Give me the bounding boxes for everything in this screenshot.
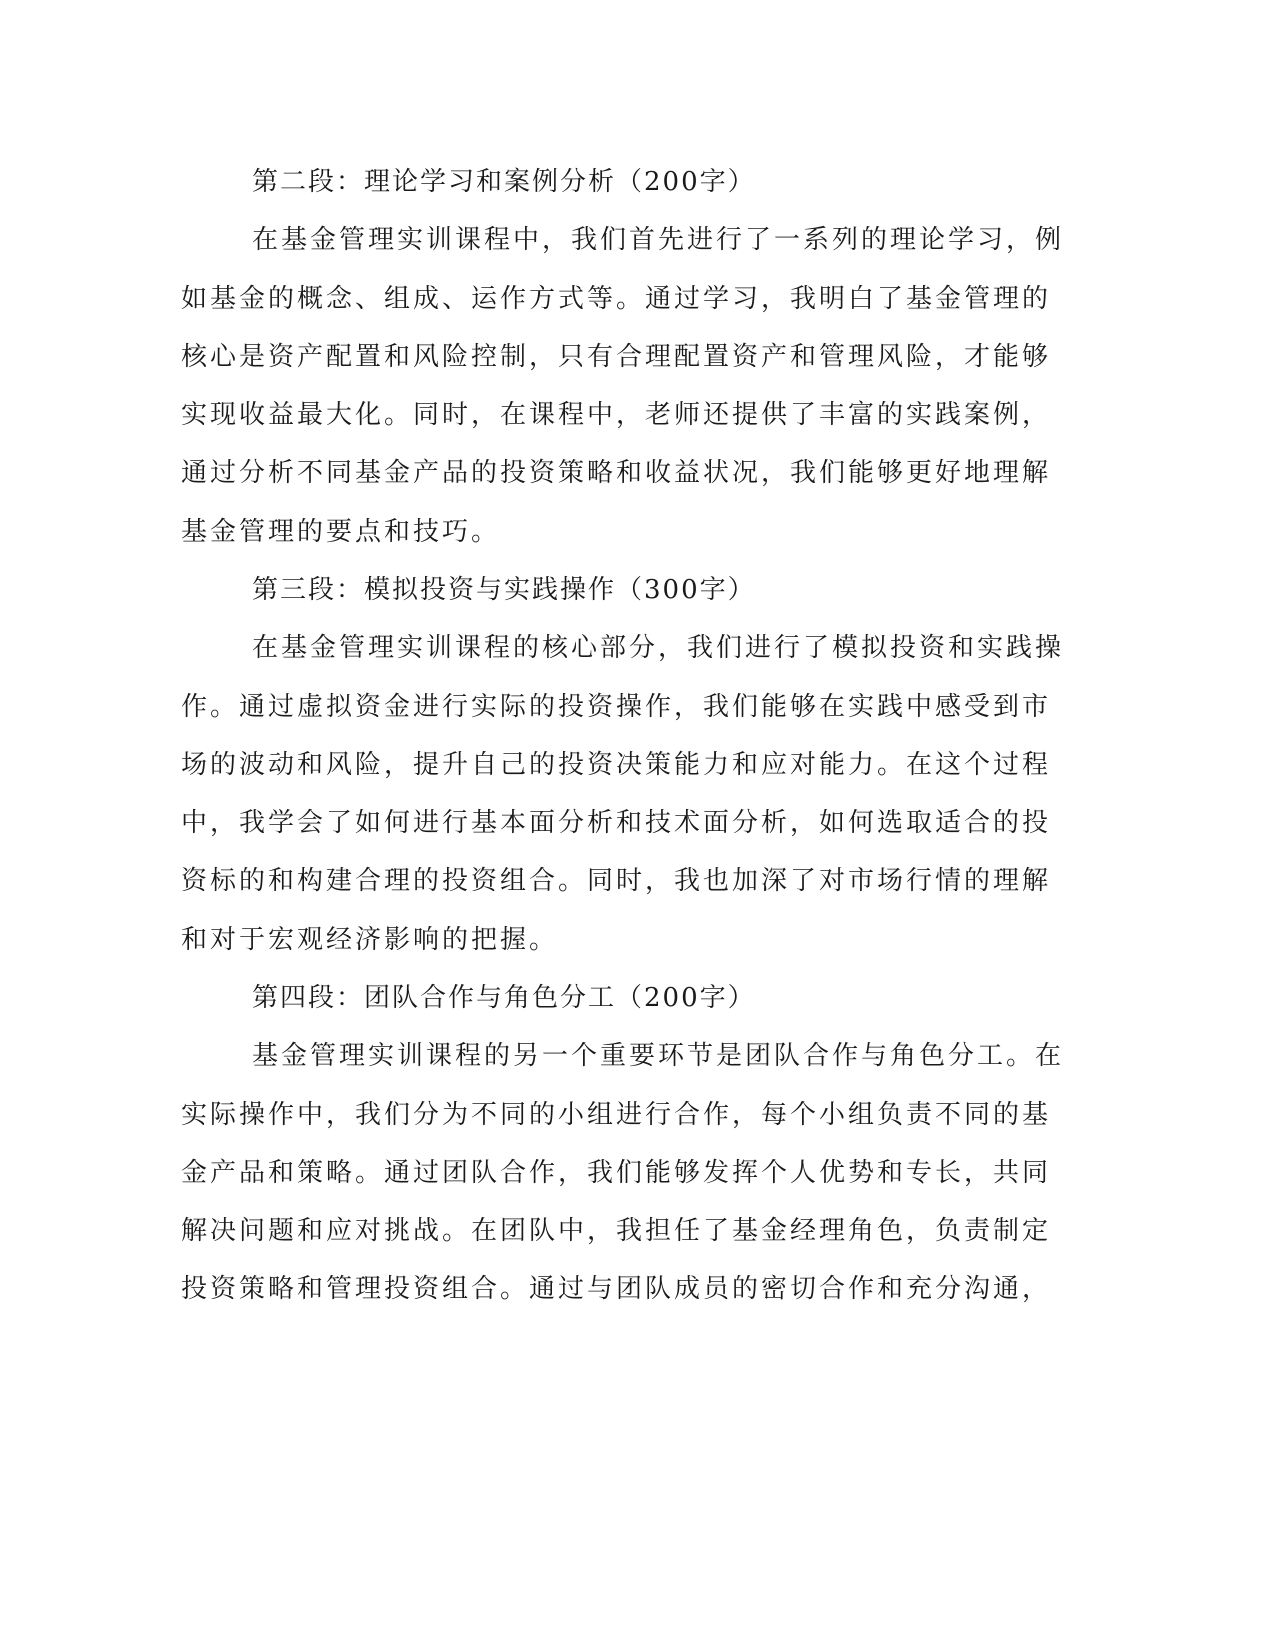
paragraph-line: 中，我学会了如何进行基本面分析和技术面分析，如何选取适合的投 [181,808,1052,838]
paragraph-line: 资标的和构建合理的投资组合。同时，我也加深了对市场行情的理解 [181,866,1052,896]
paragraph-line: 实现收益最大化。同时，在课程中，老师还提供了丰富的实践案例， [181,400,1052,430]
paragraph-line: 通过分析不同基金产品的投资策略和收益状况，我们能够更好地理解 [181,458,1052,488]
paragraph-line: 投资策略和管理投资组合。通过与团队成员的密切合作和充分沟通， [181,1274,1052,1304]
paragraph-line: 基金管理的要点和技巧。 [181,517,501,547]
paragraph-line: 解决问题和应对挑战。在团队中，我担任了基金经理角色，负责制定 [181,1216,1052,1246]
paragraph-line: 场的波动和风险，提升自己的投资决策能力和应对能力。在这个过程 [181,750,1052,780]
section-heading: 第二段：理论学习和案例分析（200字） [252,167,756,197]
paragraph-line: 在基金管理实训课程中，我们首先进行了一系列的理论学习，例 [252,225,1065,255]
section-heading: 第四段：团队合作与角色分工（200字） [252,983,756,1013]
paragraph-line: 在基金管理实训课程的核心部分，我们进行了模拟投资和实践操 [252,633,1065,663]
paragraph-line: 金产品和策略。通过团队合作，我们能够发挥个人优势和专长，共同 [181,1158,1052,1188]
paragraph-line: 基金管理实训课程的另一个重要环节是团队合作与角色分工。在 [252,1041,1065,1071]
paragraph-line: 核心是资产配置和风险控制，只有合理配置资产和管理风险，才能够 [181,342,1052,372]
paragraph-line: 和对于宏观经济影响的把握。 [181,925,559,955]
paragraph-line: 如基金的概念、组成、运作方式等。通过学习，我明白了基金管理的 [181,284,1052,314]
section-heading: 第三段：模拟投资与实践操作（300字） [252,575,756,605]
paragraph-line: 实际操作中，我们分为不同的小组进行合作，每个小组负责不同的基 [181,1100,1052,1130]
paragraph-line: 作。通过虚拟资金进行实际的投资操作，我们能够在实践中感受到市 [181,692,1052,722]
